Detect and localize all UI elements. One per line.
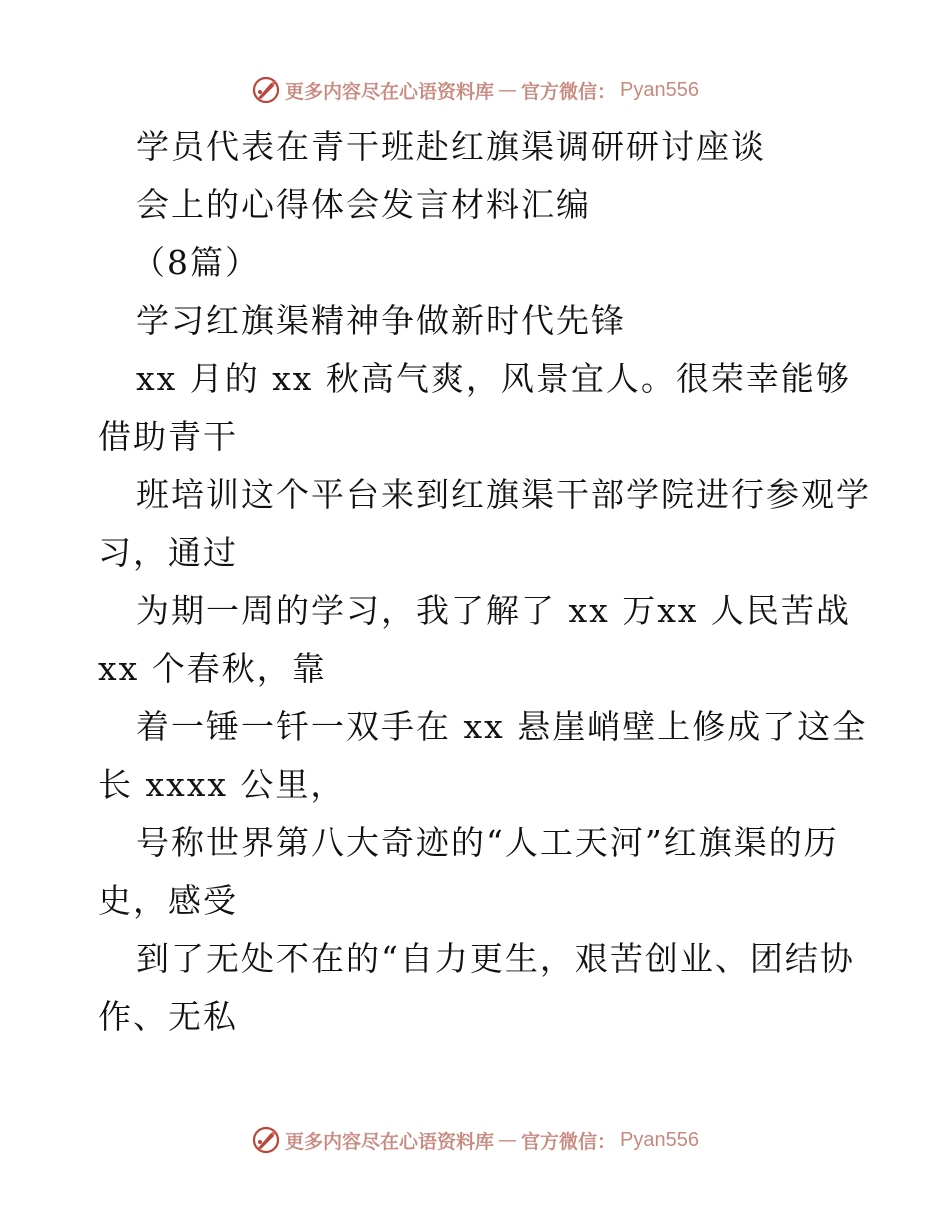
document-title-line-2: 会上的心得体会发言材料汇编 <box>136 185 591 224</box>
watermark-wechat-id: Pyan556 <box>620 1128 699 1151</box>
paragraph-line: 着一锤一钎一双手在 xx 悬崖峭壁上修成了这全 <box>136 707 868 746</box>
paragraph-line: 习，通过 <box>98 533 238 572</box>
paragraph-line: 作、无私 <box>98 997 238 1036</box>
paragraph-line: 班培训这个平台来到红旗渠干部学院进行参观学 <box>136 475 871 514</box>
paragraph-line: 到了无处不在的“自力更生，艰苦创业、团结协 <box>136 939 855 978</box>
watermark-wechat-label: 官方微信： <box>521 1130 617 1153</box>
paragraph-line: xx 月的 xx 秋高气爽，风景宜人。很荣幸能够 <box>136 359 851 398</box>
paragraph-line: 为期一周的学习，我了解了 xx 万xx 人民苦战 <box>136 591 851 630</box>
watermark-footer <box>0 1120 950 1160</box>
document-title-line-3: （8篇） <box>132 243 260 282</box>
paragraph-line: 借助青干 <box>98 417 238 456</box>
quill-logo-icon <box>251 1125 281 1155</box>
watermark-dash: — <box>498 1129 518 1151</box>
watermark-text: 更多内容尽在心语资料库 <box>285 1130 495 1153</box>
paragraph-line: 史，感受 <box>98 881 238 920</box>
paragraph-line: 长 xxxx 公里， <box>98 765 346 804</box>
section-title: 学习红旗渠精神争做新时代先锋 <box>136 301 626 340</box>
document-title-line-1: 学员代表在青干班赴红旗渠调研研讨座谈 <box>136 127 766 166</box>
watermark-wechat-id: Pyan556 <box>620 78 699 101</box>
watermark-dash: — <box>498 79 518 101</box>
paragraph-line: 号称世界第八大奇迹的“人工天河”红旗渠的历 <box>136 823 839 862</box>
watermark-text: 更多内容尽在心语资料库 <box>285 80 495 103</box>
quill-logo-icon <box>251 75 281 105</box>
watermark-wechat-label: 官方微信： <box>521 80 617 103</box>
paragraph-line: xx 个春秋，靠 <box>98 649 327 688</box>
watermark-header <box>0 70 950 110</box>
